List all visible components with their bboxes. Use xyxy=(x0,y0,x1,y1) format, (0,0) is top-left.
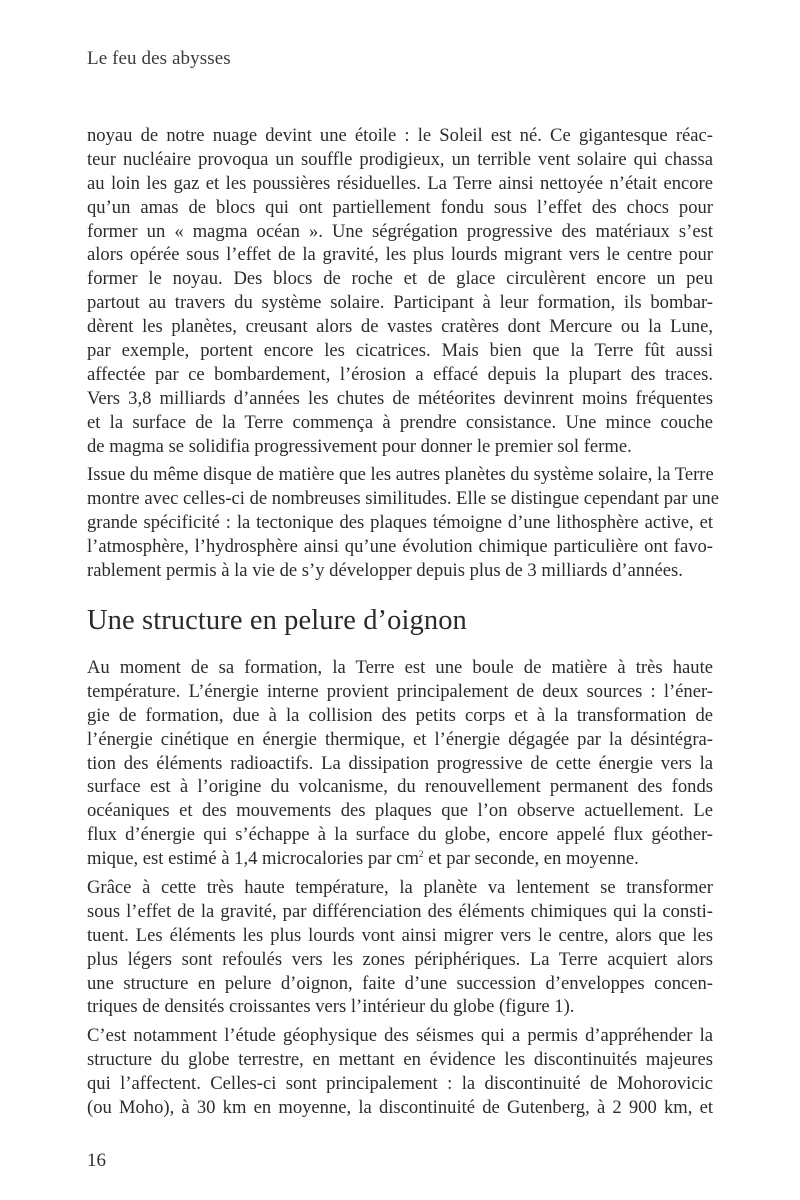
text-line: alors opérée sous l’effet de la gravité, les plus lourds migrant vers le centre pour xyxy=(87,244,713,266)
text-line: une structure en pelure d’oignon, faite d’une succession d’enveloppes concen- xyxy=(87,972,713,994)
text-line: océaniques et des mouvements des plaques que l’on observe actuellement. Le xyxy=(87,800,713,822)
text-line: affectée par ce bombardement, l’érosion a effacé depuis la plupart des traces. xyxy=(87,363,713,385)
text-line: tuent. Les éléments les plus lourds vont ainsi migrer vers le centre, alors que les xyxy=(87,924,713,946)
paragraph xyxy=(87,656,713,871)
text-line: dèrent les planètes, creusant alors de vastes cratères dont Mercure ou la Lune, xyxy=(87,316,713,338)
text-line: teur nucléaire provoqua un souffle prodigieux, un terrible vent solaire qui chassa xyxy=(87,148,713,170)
text-line: gie de formation, due à la collision des petits corps et à la transformation de xyxy=(87,704,713,726)
text-line: l’énergie cinétique en énergie thermique, et l’énergie dégagée par la désintégra- xyxy=(87,728,713,750)
superscript: 2 xyxy=(419,849,424,860)
text-line: former le noyau. Des blocs de roche et de glace circulèrent encore un peu xyxy=(87,268,713,290)
text-line: au loin les gaz et les poussières résiduelles. La Terre ainsi nettoyée n’était encore xyxy=(87,172,713,194)
text-line: Vers 3,8 milliards d’années les chutes de météorites devinrent moins fréquentes xyxy=(87,387,713,409)
text-fragment: mique, est estimé à 1,4 microcalories par cm xyxy=(87,848,419,870)
text-line: l’atmosphère, l’hydrosphère ainsi qu’une évolution chimique particulière ont favo- xyxy=(87,536,713,558)
text-line: structure du globe terrestre, en mettant en évidence les discontinuités majeures xyxy=(87,1049,713,1071)
section-heading: Une structure en pelure d’oignon xyxy=(87,605,467,636)
text-line: de magma se solidifia progressivement pour donner le premier sol ferme. xyxy=(87,435,632,457)
page-number: 16 xyxy=(87,1150,106,1171)
text-line: Issue du même disque de matière que les autres planètes du système solaire, la Terre xyxy=(87,464,714,486)
text-line: montre avec celles-ci de nombreuses similitudes. Elle se distingue cependant par une xyxy=(87,488,719,510)
text-line: surface est à l’origine du volcanisme, du renouvellement permanent des fonds xyxy=(87,776,713,798)
text-line: tion des éléments radioactifs. La dissipation progressive de cette énergie vers la xyxy=(87,752,713,774)
text-line: par exemple, portent encore les cicatrices. Mais bien que la Terre fût aussi xyxy=(87,340,713,362)
text-line: noyau de notre nuage devint une étoile : le Soleil est né. Ce gigantesque réac- xyxy=(87,125,713,146)
text-line xyxy=(87,847,713,871)
text-line: Grâce à cette très haute température, la planète va lentement se transformer xyxy=(87,877,713,899)
text-line: grande spécificité : la tectonique des plaques témoigne d’une lithosphère active, et xyxy=(87,512,713,534)
text-line: (ou Moho), à 30 km en moyenne, la discontinuité de Gutenberg, à 2 900 km, et xyxy=(87,1097,713,1119)
text-line: qu’un amas de blocs qui ont partiellement fondu sous l’effet des chocs pour xyxy=(87,196,713,218)
text-line: sous l’effet de la gravité, par différenciation des éléments chimiques qui la consti- xyxy=(87,900,713,922)
text-fragment: et par seconde, en moyenne. xyxy=(423,848,639,870)
text-line: triques de densités croissantes vers l’intérieur du globe (figure 1). xyxy=(87,996,575,1018)
text-line: et la surface de la Terre commença à prendre consistance. Une mince couche xyxy=(87,411,713,433)
text-line: flux d’énergie qui s’échappe à la surface du globe, encore appelé flux géother- xyxy=(87,824,713,846)
paragraph xyxy=(87,463,719,582)
text-line: plus légers sont refoulés vers les zones périphériques. La Terre acquiert alors xyxy=(87,948,713,970)
text-line: qui l’affectent. Celles-ci sont principalement : la discontinuité de Mohorovicic xyxy=(87,1073,713,1095)
text-line: former un « magma océan ». Une ségrégation progressive des matériaux s’est xyxy=(87,220,713,242)
section-2-body xyxy=(87,656,713,1120)
text-line: partout au travers du système solaire. Participant à leur formation, ils bombar- xyxy=(87,292,713,314)
text-line: température. L’énergie interne provient principalement de deux sources : l’éner- xyxy=(87,680,713,702)
paragraph xyxy=(87,876,713,1019)
text-line: rablement permis à la vie de s’y développer depuis plus de 3 milliards d’années. xyxy=(87,560,683,582)
paragraph xyxy=(87,1024,713,1120)
paragraph xyxy=(87,124,713,458)
text-line: Au moment de sa formation, la Terre est une boule de matière à très haute xyxy=(87,657,713,678)
text-line: C’est notamment l’étude géophysique des séismes qui a permis d’appréhender la xyxy=(87,1025,713,1047)
running-head: Le feu des abysses xyxy=(87,48,231,69)
section-1-body xyxy=(87,124,719,583)
